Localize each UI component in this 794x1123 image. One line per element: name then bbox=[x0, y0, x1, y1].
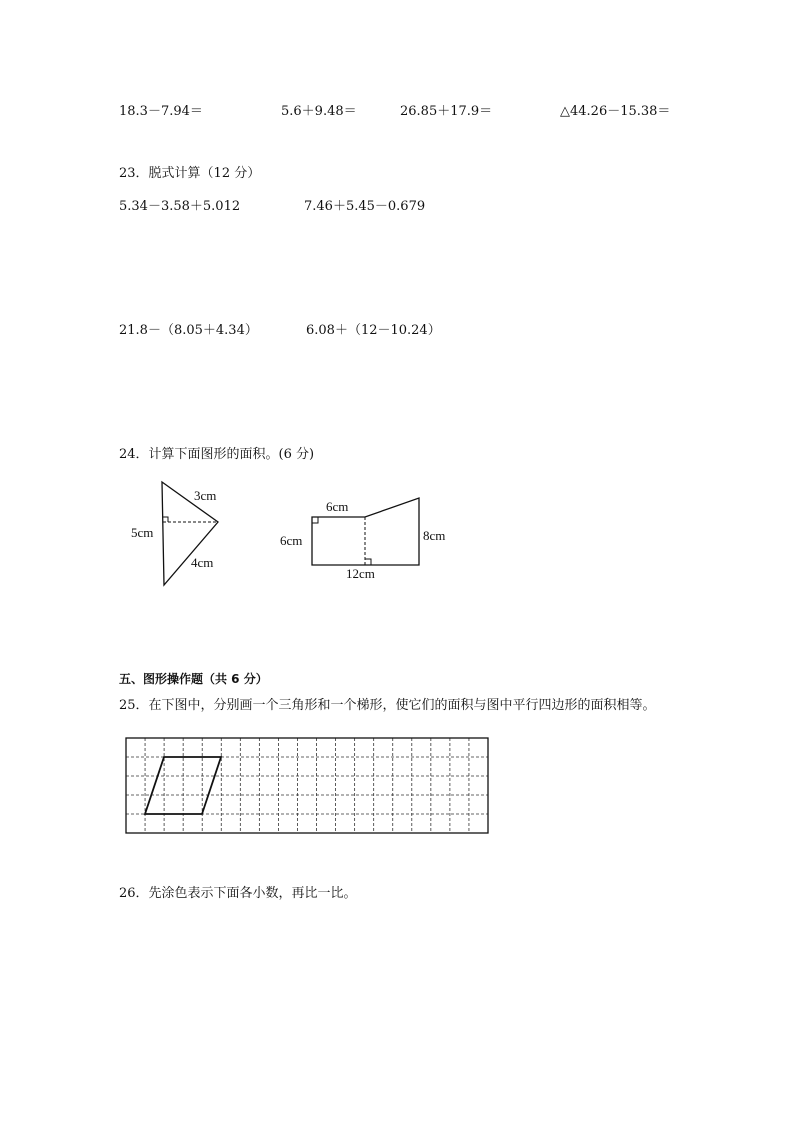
composite-label-top: 6cm bbox=[326, 499, 349, 514]
q25-text: 25．在下图中，分别画一个三角形和一个梯形，使它们的面积与图中平行四边形的面积相等。 bbox=[119, 698, 656, 713]
calc-2: 5.6＋9.48＝ bbox=[281, 104, 357, 119]
right-angle-mark-bottom bbox=[365, 559, 371, 565]
composite-figure bbox=[280, 498, 445, 581]
triangle-label-height: 5cm bbox=[131, 525, 154, 540]
grid-border bbox=[126, 738, 488, 833]
grid-lines bbox=[126, 738, 488, 833]
q25-grid bbox=[124, 736, 490, 836]
q24-title: 24．计算下面图形的面积。(6 分) bbox=[119, 447, 315, 462]
right-angle-mark-top bbox=[312, 517, 318, 523]
calc-4: △44.26－15.38＝ bbox=[560, 104, 671, 119]
q26-text: 26．先涂色表示下面各小数，再比一比。 bbox=[119, 886, 357, 901]
q23-item-1: 5.34－3.58＋5.012 bbox=[119, 199, 241, 214]
composite-label-bottom: 12cm bbox=[346, 566, 375, 581]
q23-item-3: 21.8－（8.05＋4.34） bbox=[119, 323, 258, 338]
composite-label-left: 6cm bbox=[280, 533, 303, 548]
section5-title: 五、图形操作题（共 6 分） bbox=[119, 672, 268, 686]
composite-label-right: 8cm bbox=[423, 528, 446, 543]
q23-item-2: 7.46＋5.45－0.679 bbox=[304, 199, 426, 214]
q23-item-4: 6.08＋（12－10.24） bbox=[306, 323, 441, 338]
triangle-label-bottom: 4cm bbox=[191, 555, 214, 570]
q23-title: 23．脱式计算（12 分） bbox=[119, 166, 261, 181]
triangle-label-top: 3cm bbox=[194, 488, 217, 503]
triangle-figure bbox=[131, 482, 218, 585]
composite-shape bbox=[312, 498, 419, 565]
calc-1: 18.3－7.94＝ bbox=[119, 104, 203, 119]
triangle-shape bbox=[162, 482, 218, 585]
right-angle-mark bbox=[163, 517, 168, 522]
calc-3: 26.85＋17.9＝ bbox=[400, 104, 493, 119]
